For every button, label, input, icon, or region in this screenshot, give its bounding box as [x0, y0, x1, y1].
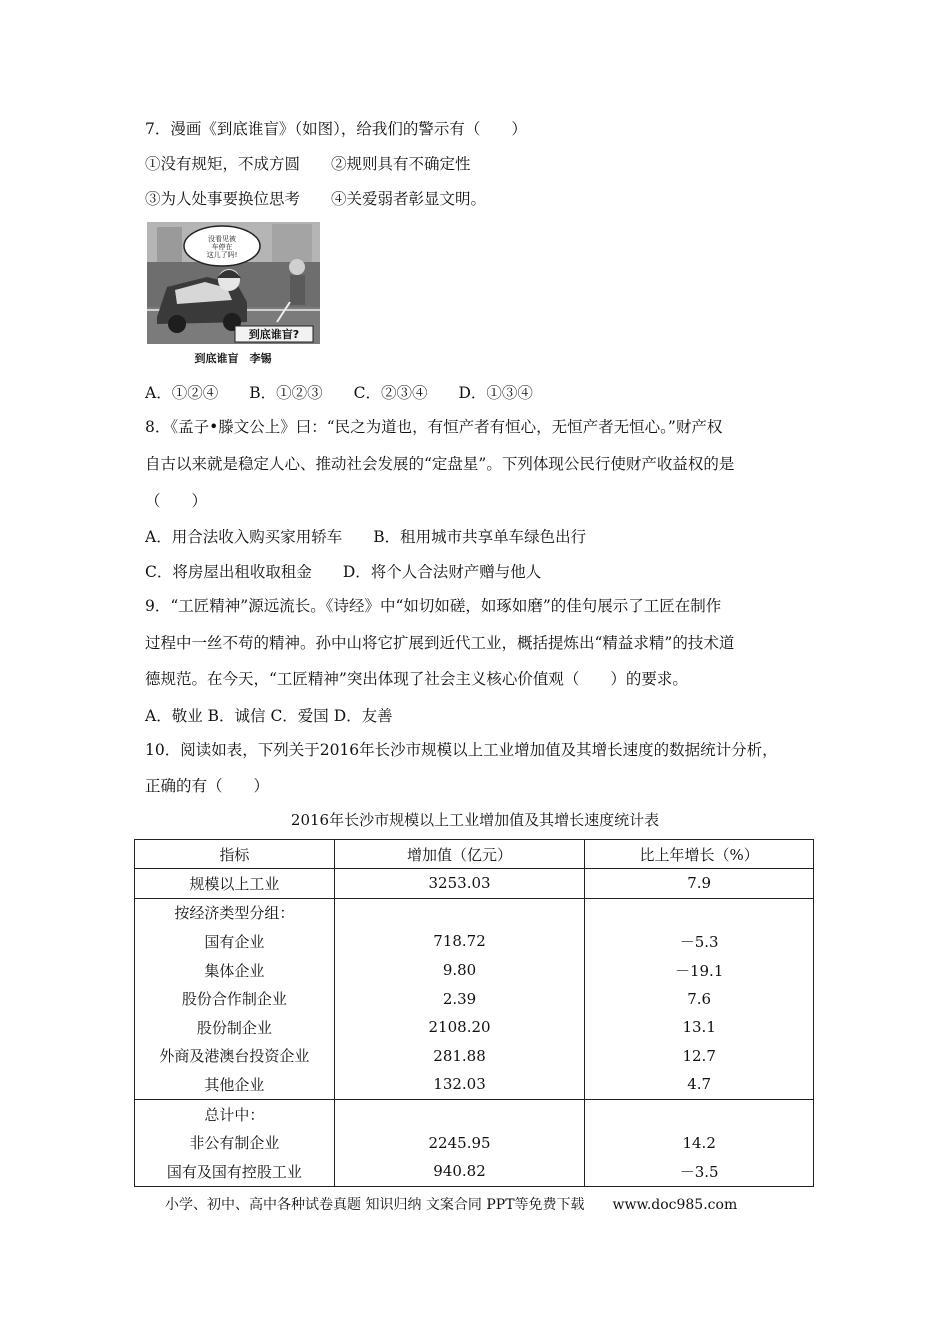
svg-text:到底谁盲?: 到底谁盲? — [248, 328, 300, 341]
table-row — [135, 1099, 814, 1128]
footer-text: 小学、初中、高中各种试卷真题 知识归纳 文案合同 PPT等免费下载 www.doc985.com — [165, 1197, 738, 1213]
table-cell: 按经济类型分组： — [135, 898, 335, 927]
q9-choices: A．敬业 B．诚信 C．爱国 D．友善 — [145, 707, 393, 725]
q8-choices-ab: A．用合法收入购买家用轿车 B．租用城市共享单车绿色出行 — [145, 528, 587, 546]
table-header-cell: 比上年增长（%） — [585, 840, 814, 869]
table-cell: 14.2 — [585, 1128, 814, 1157]
q7-options-3-4: ③为人处事要换位思考 ④关爱弱者彰显文明。 — [145, 190, 487, 208]
table-cell: 9.80 — [334, 956, 585, 985]
table-row — [135, 1013, 814, 1042]
table-cell: －19.1 — [585, 956, 814, 985]
svg-text:车停在: 车停在 — [211, 243, 233, 251]
table-cell: 132.03 — [334, 1070, 585, 1099]
table-cell: 外商及港澳台投资企业 — [135, 1042, 335, 1071]
table-cell: 940.82 — [334, 1157, 585, 1186]
table-header-cell: 指标 — [135, 840, 335, 869]
table-cell: 718.72 — [334, 927, 585, 956]
table-cell: 12.7 — [585, 1042, 814, 1071]
table-title: 2016年长沙市规模以上工业增加值及其增长速度统计表 — [290, 811, 660, 829]
table-row — [135, 869, 814, 899]
table-cell — [334, 898, 585, 927]
table-cell — [334, 1099, 585, 1128]
table-row — [135, 956, 814, 985]
q8-line-2: 自古以来就是稳定人心、推动社会发展的“定盘星”。下列体现公民行使财产收益权的是 — [145, 455, 735, 473]
statistics-table — [134, 839, 814, 1187]
table-cell: 2245.95 — [334, 1128, 585, 1157]
table-cell: －3.5 — [585, 1157, 814, 1186]
table-cell: 规模以上工业 — [135, 869, 335, 899]
table-cell: 股份制企业 — [135, 1013, 335, 1042]
table-row — [135, 898, 814, 927]
table-cell: 国有及国有控股工业 — [135, 1157, 335, 1186]
table-cell — [585, 898, 814, 927]
table-cell: 281.88 — [334, 1042, 585, 1071]
table-cell: 2.39 — [334, 984, 585, 1013]
table-cell: 7.9 — [585, 869, 814, 899]
svg-text:这儿了吗!: 这儿了吗! — [206, 251, 238, 259]
table-header-cell: 增加值（亿元） — [334, 840, 585, 869]
table-header-row — [135, 840, 814, 869]
cartoon-image — [147, 222, 320, 367]
q10-line-1: 10．阅读如表，下列关于2016年长沙市规模以上工业增加值及其增长速度的数据统计分析， — [145, 741, 778, 759]
table-row — [135, 927, 814, 956]
table-row — [135, 984, 814, 1013]
table-cell: 集体企业 — [135, 956, 335, 985]
table-cell: 股份合作制企业 — [135, 984, 335, 1013]
table-row — [135, 1157, 814, 1186]
table-cell: 3253.03 — [334, 869, 585, 899]
q7-options-1-2: ①没有规矩，不成方圆 ②规则具有不确定性 — [145, 155, 471, 173]
q9-line-1: 9．“工匠精神”源远流长。《诗经》中“如切如磋，如琢如磨”的佳句展示了工匠在制作 — [145, 597, 722, 615]
table-cell: 2108.20 — [334, 1013, 585, 1042]
svg-text:到底谁盲 李锡: 到底谁盲 李锡 — [194, 352, 272, 365]
q8-choices-cd: C．将房屋出租收取租金 D．将个人合法财产赠与他人 — [145, 563, 542, 581]
q7-choices: A．①②④ B．①②③ C．②③④ D．①③④ — [145, 384, 533, 402]
q8-line-3: （ ） — [145, 492, 208, 510]
table-cell: 总计中： — [135, 1099, 335, 1128]
q8-line-1: 8．《孟子•滕文公上》曰：“民之为道也，有恒产者有恒心，无恒产者无恒心。”财产权 — [145, 418, 723, 436]
svg-text:没看见被: 没看见被 — [208, 235, 236, 243]
table-cell: －5.3 — [585, 927, 814, 956]
q10-line-2: 正确的有（ ） — [145, 777, 270, 795]
q7-stem: 7．漫画《到底谁盲》（如图），给我们的警示有（ ） — [145, 120, 527, 138]
table-cell — [585, 1099, 814, 1128]
table-cell: 7.6 — [585, 984, 814, 1013]
table-cell: 4.7 — [585, 1070, 814, 1099]
q9-line-3: 德规范。在今天，“工匠精神”突出体现了社会主义核心价值观（ ）的要求。 — [145, 670, 688, 688]
table-cell: 13.1 — [585, 1013, 814, 1042]
table-cell: 其他企业 — [135, 1070, 335, 1099]
table-row — [135, 1070, 814, 1099]
q9-line-2: 过程中一丝不苟的精神。孙中山将它扩展到近代工业，概括提炼出“精益求精”的技术道 — [145, 634, 735, 652]
table-row — [135, 1042, 814, 1071]
table-row — [135, 1128, 814, 1157]
table-cell: 国有企业 — [135, 927, 335, 956]
table-cell: 非公有制企业 — [135, 1128, 335, 1157]
